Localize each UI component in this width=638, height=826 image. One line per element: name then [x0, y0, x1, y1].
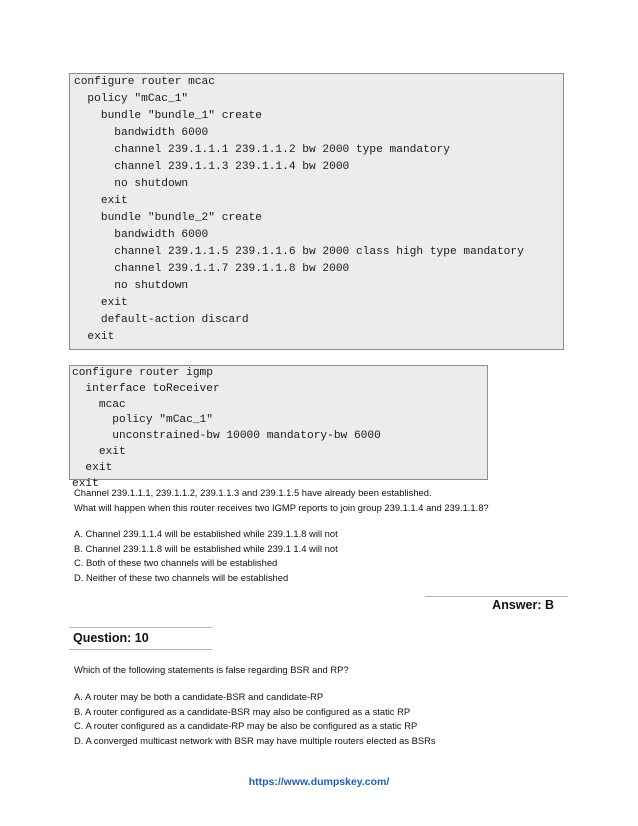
question-9-context: Channel 239.1.1.1, 239.1.1.2, 239.1.1.3 and 239.1.1.5 have already been established. [74, 487, 432, 498]
question-9-option-d: D. Neither of these two channels will be established [74, 572, 289, 583]
question-10-option-b: B. A router configured as a candidate-BSR may also be configured as a static RP [74, 706, 411, 717]
code-line: channel 239.1.1.1 239.1.1.2 bw 2000 type mandatory [74, 144, 450, 156]
question-10-option-a: A. A router may be both a candidate-BSR and candidate-RP [74, 691, 324, 702]
code-line: bandwidth 6000 [74, 127, 209, 139]
question-9-option-c: C. Both of these two channels will be established [74, 557, 278, 568]
code-line: no shutdown [74, 178, 189, 190]
code-line: exit [74, 195, 128, 207]
code-line: mcac [72, 398, 126, 411]
code-line: bundle "bundle_1" create [74, 110, 262, 122]
code-line: configure router igmp [72, 367, 213, 379]
code-line: policy "mCac_1" [74, 93, 189, 105]
code-line: exit [72, 461, 113, 474]
code-line: interface toReceiver [72, 382, 220, 395]
footer-website-link[interactable]: https://www.dumpskey.com/ [248, 776, 390, 788]
code-line: channel 239.1.1.5 239.1.1.6 bw 2000 class high type mandatory [74, 246, 524, 258]
code-line: no shutdown [74, 280, 189, 292]
code-line: policy "mCac_1" [72, 414, 213, 427]
code-line: bandwidth 6000 [74, 229, 209, 241]
question-10-option-c: C. A router configured as a candidate-RP may be also be configured as a static RP [74, 720, 418, 731]
question-10-bottom-divider [69, 649, 212, 650]
question-10-top-divider [69, 627, 212, 628]
code-line: bundle "bundle_2" create [74, 212, 262, 224]
igmp-config-code-block [69, 365, 488, 490]
question-10-option-d: D. A converged multicast network with BSR may have multiple routers elected as BSRs [74, 735, 436, 746]
code-line: channel 239.1.1.7 239.1.1.8 bw 2000 [74, 263, 350, 275]
code-line: configure router mcac [74, 76, 215, 88]
answer-label: Answer: B [492, 598, 554, 612]
question-10-title: Question: 10 [73, 631, 149, 645]
question-10-text: Which of the following statements is false regarding BSR and RP? [74, 664, 349, 675]
question-9-option-b: B. Channel 239.1.1.8 will be established while 239.1 1.4 will not [74, 543, 338, 554]
code-line: exit [74, 297, 128, 309]
code-line: exit [72, 477, 99, 490]
code-line: exit [74, 331, 115, 343]
code-line: default-action discard [74, 314, 249, 326]
question-9-option-a: A. Channel 239.1.1.4 will be established while 239.1.1.8 will not [74, 528, 338, 539]
code-line: channel 239.1.1.3 239.1.1.4 bw 2000 [74, 161, 350, 173]
question-9-text: What will happen when this router receives two IGMP reports to join group 239.1.1.4 and 239.1.1.8? [74, 502, 489, 513]
code-line: unconstrained-bw 10000 mandatory-bw 6000 [72, 430, 381, 443]
mcac-config-code-block [69, 73, 564, 350]
answer-divider [425, 596, 568, 597]
code-line: exit [72, 445, 126, 458]
